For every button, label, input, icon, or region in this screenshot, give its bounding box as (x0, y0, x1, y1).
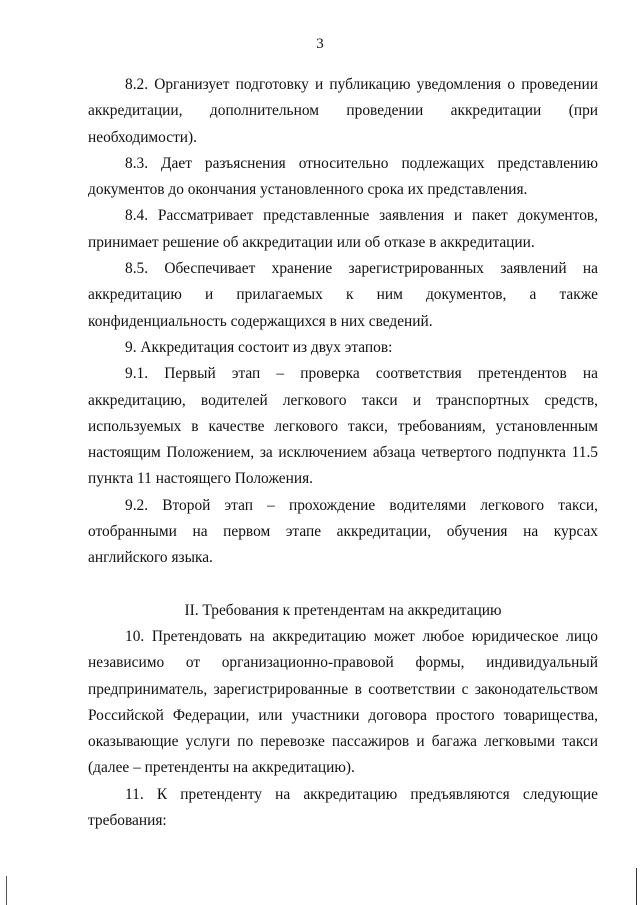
scan-edge-right (636, 868, 637, 905)
paragraph-8-4: 8.4. Рассматривает представленные заявления и пакет документов, принимает решение об аккредитации или об отказе в аккредитации. (88, 207, 598, 251)
paragraph-10: 10. Претендовать на аккредитацию может любое юридическое лицо независимо от организационно-правовой формы, индивидуальный предприниматель, зарегистрированные в соответствии с законодательством Российской Федерации, или участники договора простого товарищества, оказывающие услуги по перевозке пассажиров и багажа легковыми такси (далее – претенденты на аккредитацию). (88, 627, 598, 777)
page-number: 3 (316, 36, 324, 52)
paragraph-8-3: 8.3. Дает разъяснения относительно подлежащих представлению документов до окончания установленного срока их представления. (88, 154, 598, 199)
paragraph-8-2: 8.2. Организует подготовку и публикацию уведомления о проведении аккредитации, дополнительном проведении аккредитации (при необходимости). (88, 76, 598, 146)
paragraph-9-1: 9.1. Первый этап – проверка соответствия претендентов на аккредитацию, водителей легкового такси и транспортных средств, используемых в качестве легкового такси, требованиям, установленным настоящим Положением, за исключением абзаца четвертого подпункта 11.5 пункта 11 настоящего Положения. (88, 365, 598, 488)
paragraph-8-5: 8.5. Обеспечивает хранение зарегистрированных заявлений на аккредитацию и прилагаемых к ним документов, а также конфиденциальность содержащихся в них сведений. (88, 260, 598, 330)
paragraph-9: 9. Аккредитация состоит из двух этапов: (125, 338, 393, 356)
scan-edge-left (6, 876, 7, 905)
paragraph-11: 11. К претенденту на аккредитацию предъявляются следующие требования: (88, 785, 598, 830)
section-spacer (88, 572, 598, 598)
document-body (88, 72, 598, 834)
paragraph-9-2: 9.2. Второй этап – прохождение водителями легкового такси, отобранными на первом этапе аккредитации, обучения на курсах английского языка. (88, 496, 598, 567)
section-heading: II. Требования к претендентам на аккредитацию (184, 601, 502, 619)
